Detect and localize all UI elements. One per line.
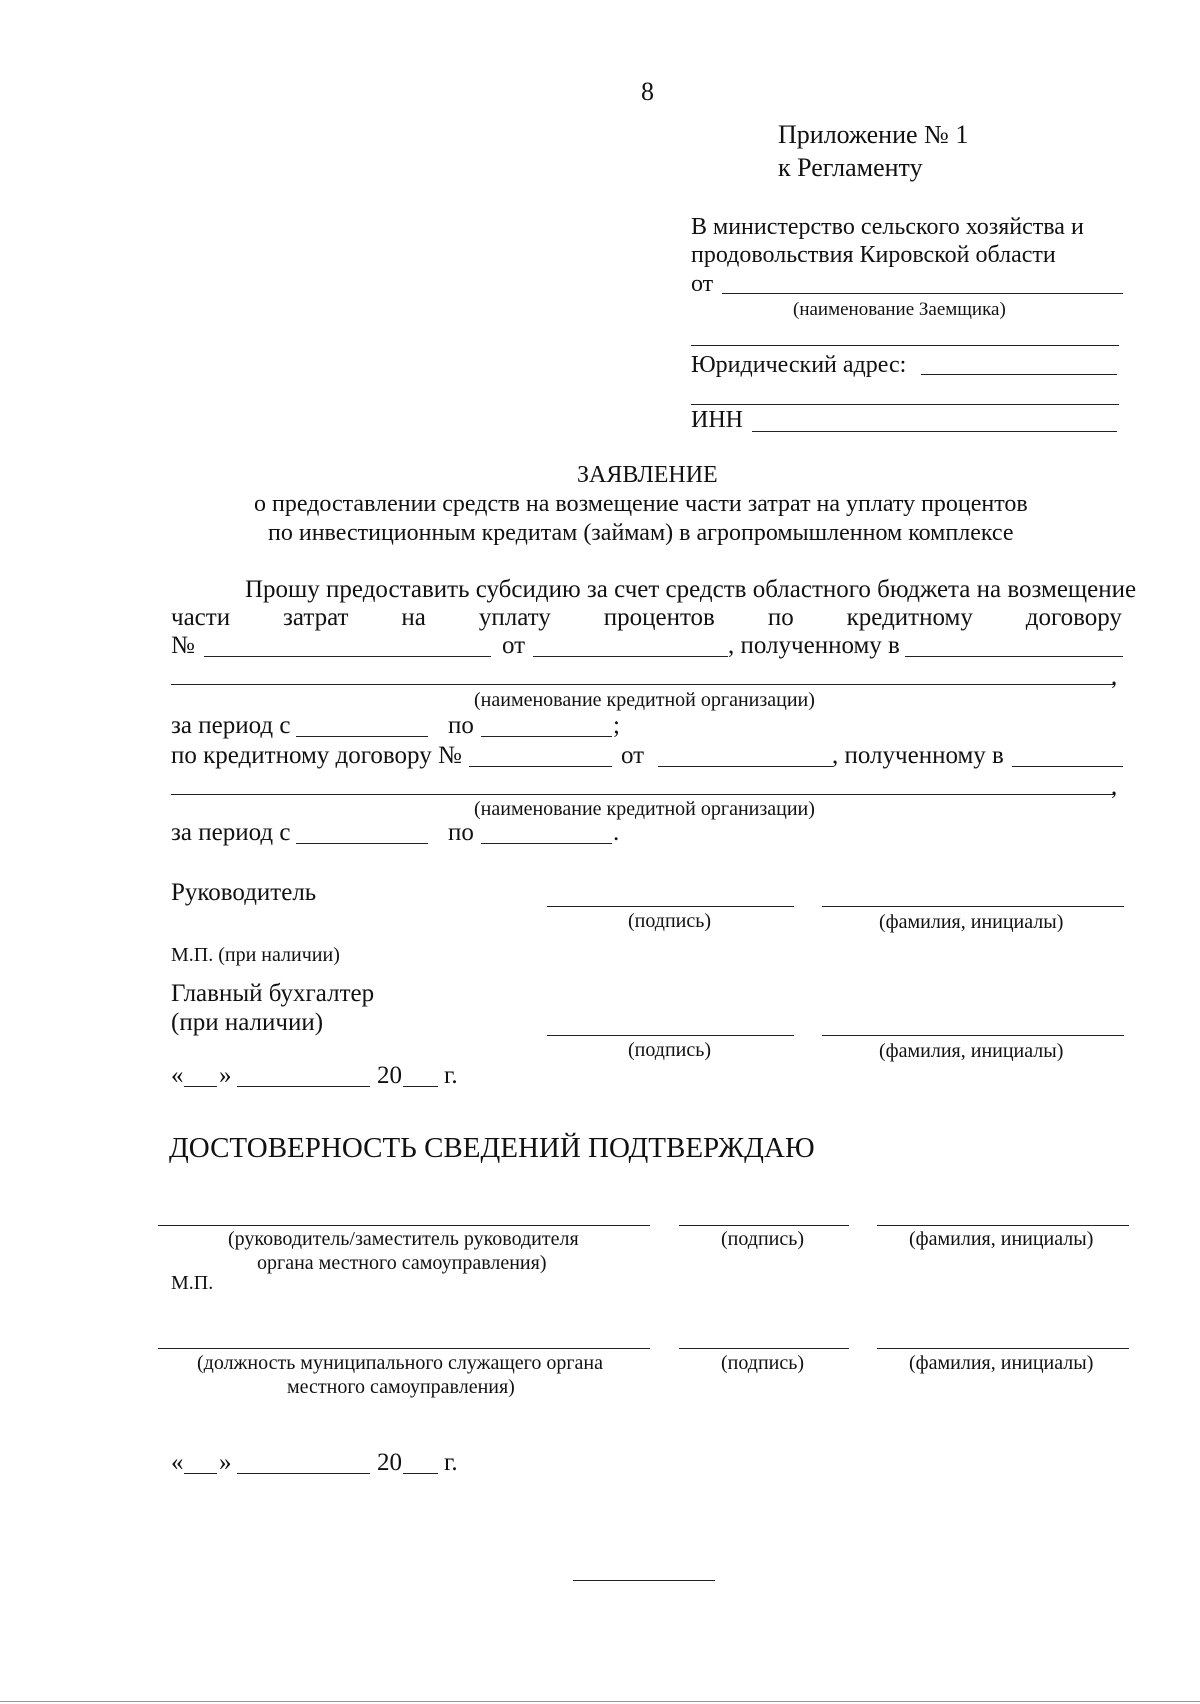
official-signature-field[interactable] bbox=[679, 1225, 849, 1226]
legal-address-field-2[interactable] bbox=[691, 404, 1119, 405]
request-paragraph-line1: Прошу предоставить субсидию за счет средств областного бюджета на возмещение bbox=[245, 576, 1137, 603]
request-paragraph-line2 bbox=[171, 605, 1122, 630]
comma: , bbox=[1111, 773, 1118, 800]
official-signature-caption: (подпись) bbox=[721, 1228, 805, 1250]
head-label: Руководитель bbox=[171, 879, 317, 906]
borrower-name-field[interactable] bbox=[722, 293, 1123, 294]
period2-to-field[interactable] bbox=[481, 843, 612, 844]
loan1-number-field[interactable] bbox=[204, 656, 491, 657]
date1-month-field[interactable] bbox=[237, 1086, 370, 1087]
loan1-received-in: , полученному в bbox=[728, 632, 900, 659]
loan2-bank-field-2[interactable] bbox=[171, 794, 1114, 795]
loan1-from-label: от bbox=[502, 632, 526, 659]
loan1-bank-field[interactable] bbox=[905, 656, 1123, 657]
accountant-signature-field[interactable] bbox=[547, 1035, 794, 1036]
accountant-name-field[interactable] bbox=[822, 1035, 1124, 1036]
word: договору bbox=[1025, 604, 1122, 631]
loan2-label: по кредитному договору № bbox=[171, 742, 462, 769]
chief-accountant-label: Главный бухгалтер bbox=[171, 980, 375, 1007]
end-of-form-rule bbox=[573, 1580, 715, 1581]
official-name-field[interactable] bbox=[877, 1225, 1129, 1226]
official-position-field[interactable] bbox=[158, 1225, 650, 1226]
semicolon: ; bbox=[613, 712, 620, 739]
clerk-caption-line2: местного самоуправления) bbox=[287, 1376, 515, 1398]
stamp: М.П. bbox=[171, 1272, 214, 1294]
date1-year-prefix: 20 bbox=[377, 1062, 402, 1089]
clerk-position-field[interactable] bbox=[158, 1348, 650, 1349]
head-name-caption: (фамилия, инициалы) bbox=[879, 911, 1064, 933]
date1-open-quote: « bbox=[171, 1062, 184, 1089]
inn-label: ИНН bbox=[691, 407, 743, 433]
head-signature-field[interactable] bbox=[547, 906, 794, 907]
document-subtitle-line1: о предоставлении средств на возмещение части затрат на уплату процентов bbox=[254, 491, 1028, 517]
loan2-received-in: , полученному в bbox=[832, 742, 1004, 769]
date1-year-suffix: г. bbox=[444, 1062, 458, 1089]
document-subtitle-line2: по инвестиционным кредитам (займам) в агропромышленном комплексе bbox=[268, 520, 1014, 546]
from-label: от bbox=[691, 271, 714, 297]
loan1-bank-field-2[interactable] bbox=[171, 684, 1114, 685]
appendix-number: Приложение № 1 bbox=[778, 120, 969, 149]
date2-year-suffix: г. bbox=[444, 1449, 458, 1476]
stamp-if-any: М.П. (при наличии) bbox=[171, 944, 340, 966]
period-end-dot: . bbox=[613, 819, 620, 846]
word: части bbox=[171, 604, 231, 631]
word: уплату bbox=[478, 604, 551, 631]
clerk-signature-caption: (подпись) bbox=[721, 1352, 805, 1374]
date2-open-quote: « bbox=[171, 1449, 184, 1476]
word: на bbox=[401, 604, 426, 631]
loan2-bank-field[interactable] bbox=[1012, 766, 1123, 767]
accountant-name-caption: (фамилия, инициалы) bbox=[879, 1040, 1064, 1062]
inn-field[interactable] bbox=[752, 431, 1117, 432]
legal-address-label: Юридический адрес: bbox=[691, 352, 907, 378]
date2-close-quote: » bbox=[219, 1449, 232, 1476]
date1-close-quote: » bbox=[219, 1062, 232, 1089]
period2-to-label: по bbox=[448, 819, 474, 846]
official-caption-line2: органа местного самоуправления) bbox=[257, 1252, 547, 1274]
word: по bbox=[767, 604, 794, 631]
date2-month-field[interactable] bbox=[237, 1473, 370, 1474]
date2-day-field[interactable] bbox=[184, 1473, 217, 1474]
loan1-date-field[interactable] bbox=[533, 656, 728, 657]
loan2-from-label: от bbox=[621, 742, 645, 769]
clerk-signature-field[interactable] bbox=[679, 1348, 849, 1349]
period2-from-field[interactable] bbox=[296, 843, 428, 844]
document-heading: ЗАЯВЛЕНИЕ bbox=[577, 462, 718, 488]
accountant-signature-caption: (подпись) bbox=[628, 1039, 712, 1061]
head-signature-caption: (подпись) bbox=[628, 910, 712, 932]
word: затрат bbox=[283, 604, 349, 631]
addressee-line1: В министерство сельского хозяйства и bbox=[691, 214, 1084, 240]
word: процентов bbox=[603, 604, 715, 631]
word: кредитному bbox=[846, 604, 973, 631]
bank-caption-1: (наименование кредитной организации) bbox=[474, 689, 815, 711]
official-name-caption: (фамилия, инициалы) bbox=[909, 1228, 1094, 1250]
date1-day-field[interactable] bbox=[184, 1086, 217, 1087]
date2-year-prefix: 20 bbox=[377, 1449, 402, 1476]
official-caption-line1: (руководитель/заместитель руководителя bbox=[228, 1228, 579, 1250]
date1-year-field[interactable] bbox=[403, 1086, 438, 1087]
confirmation-heading: ДОСТОВЕРНОСТЬ СВЕДЕНИЙ ПОДТВЕРЖДАЮ bbox=[169, 1132, 815, 1164]
date2-year-field[interactable] bbox=[403, 1473, 438, 1474]
borrower-caption: (наименование Заемщика) bbox=[793, 299, 1006, 320]
legal-address-field[interactable] bbox=[921, 374, 1117, 375]
scan-edge bbox=[0, 1701, 1200, 1702]
number-sign: № bbox=[171, 632, 195, 659]
period1-to-field[interactable] bbox=[481, 736, 612, 737]
clerk-name-caption: (фамилия, инициалы) bbox=[909, 1352, 1094, 1374]
period1-to-label: по bbox=[448, 712, 474, 739]
clerk-caption-line1: (должность муниципального служащего органа bbox=[197, 1352, 603, 1374]
loan2-date-field[interactable] bbox=[658, 766, 833, 767]
chief-accountant-note: (при наличии) bbox=[171, 1009, 324, 1036]
period2-from-label: за период с bbox=[171, 819, 291, 846]
period1-from-field[interactable] bbox=[296, 736, 428, 737]
bank-caption-2: (наименование кредитной организации) bbox=[474, 798, 815, 820]
head-name-field[interactable] bbox=[822, 906, 1124, 907]
addressee-line2: продовольствия Кировской области bbox=[691, 242, 1056, 268]
borrower-name-field-2[interactable] bbox=[691, 345, 1119, 346]
comma: , bbox=[1111, 663, 1118, 690]
appendix-regulation: к Регламенту bbox=[778, 153, 923, 182]
clerk-name-field[interactable] bbox=[877, 1348, 1129, 1349]
loan2-number-field[interactable] bbox=[469, 766, 612, 767]
page-number: 8 bbox=[641, 77, 654, 106]
period1-from-label: за период с bbox=[171, 712, 291, 739]
